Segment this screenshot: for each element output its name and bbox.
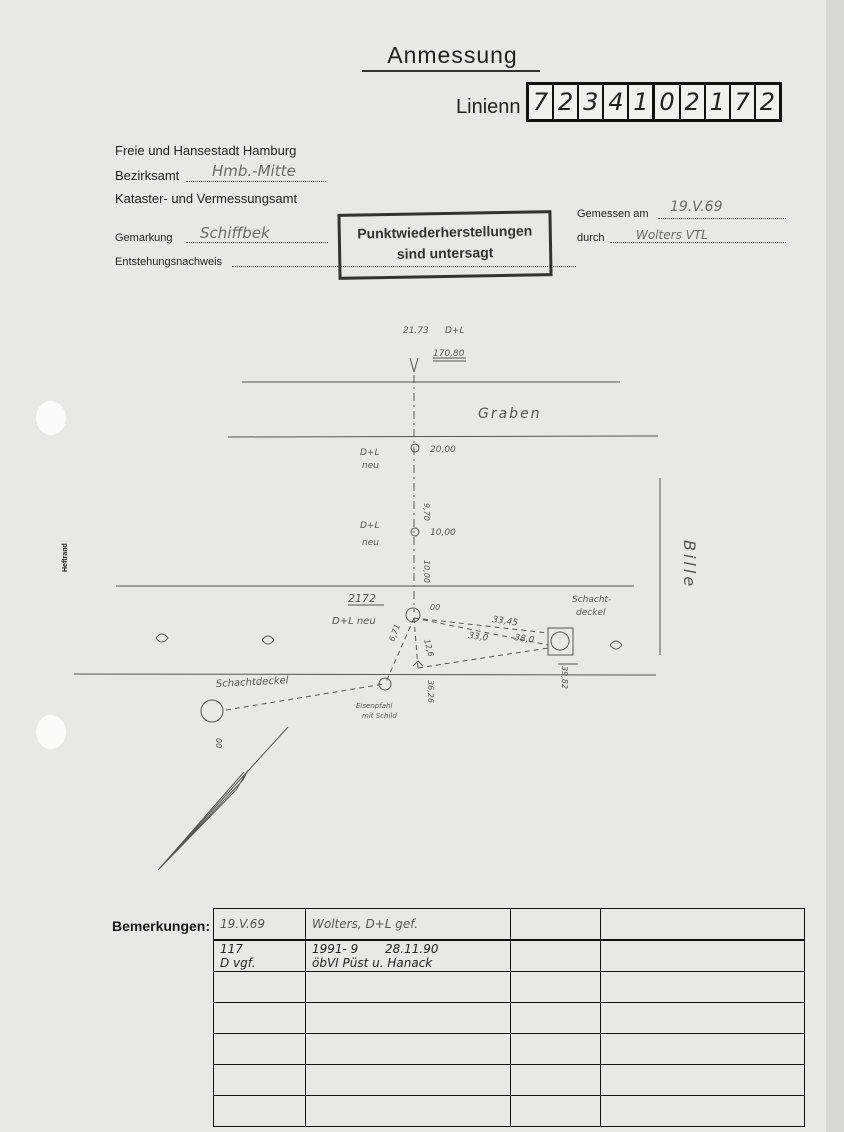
remarks-row (214, 1034, 805, 1065)
p20-label-1: D+L (360, 448, 380, 458)
remarks-cell (214, 1034, 306, 1065)
remarks-label: Bemerkungen: (112, 918, 211, 934)
remarks-text: 117 (220, 942, 243, 956)
remarks-cell (511, 1096, 601, 1127)
line-digit: 2 (759, 88, 776, 116)
measure-line-right (418, 648, 548, 668)
remarks-row (214, 1003, 805, 1034)
remarks-cell (214, 909, 306, 941)
remarks-cell (511, 1003, 601, 1034)
line-digit: 7 (529, 85, 554, 119)
remarks-cell (601, 1065, 805, 1096)
heftrand-label: Heftrand (62, 543, 69, 572)
bille-label: Bille (680, 540, 699, 590)
top-value: 21.73 (403, 326, 429, 336)
point-label: D+L neu (332, 616, 376, 627)
remarks-cell (306, 1034, 511, 1065)
schacht-right-value: 39,82 (560, 666, 569, 689)
gemessen-value: 19.V.69 (670, 199, 723, 215)
segment-upper: 9,70 (422, 503, 431, 521)
schacht-right-1: Schacht- (572, 595, 612, 605)
distance-low: 38,0 (513, 633, 535, 646)
remarks-cell (601, 1003, 805, 1034)
gemarkung-label: Gemarkung (115, 232, 173, 244)
bezirksamt-value: Hmb.-Mitte (212, 162, 296, 180)
schacht-right-2: deckel (576, 608, 606, 618)
graben-label: Graben (478, 406, 542, 422)
remarks-row (214, 1065, 805, 1096)
remarks-table (213, 908, 805, 1127)
linien-label: Linienn (456, 96, 521, 118)
remarks-cell (511, 972, 601, 1003)
remarks-cell (601, 909, 805, 941)
iron-post-marker (379, 678, 391, 690)
origin-value: 00 (430, 603, 441, 612)
remarks-text: Wolters, D+L gef. (312, 917, 419, 931)
remarks-cell (306, 1096, 511, 1127)
remarks-cell (601, 1096, 805, 1127)
remarks-cell (511, 1065, 601, 1096)
line-digit: 2 (554, 85, 579, 119)
line-digit: 2 (681, 85, 706, 119)
remarks-cell (601, 972, 805, 1003)
gemarkung-value: Schiffbek (200, 224, 270, 242)
schacht-left-label: Schachtdeckel (215, 675, 289, 690)
remarks-cell (306, 940, 511, 972)
line-digit: 7 (731, 85, 756, 119)
remarks-cell (306, 909, 511, 941)
point-number: 2172 (348, 592, 376, 605)
remarks-row (214, 940, 805, 972)
axis-arrow-right (414, 358, 418, 372)
ditch-lower-line (228, 436, 658, 437)
line-digit: 1 (629, 85, 655, 119)
water-symbol-1 (156, 634, 168, 642)
durch-value: Wolters VTL (636, 228, 708, 242)
measure-line-to-manhole (414, 618, 548, 633)
distance-vertical: 36,26 (426, 680, 435, 703)
water-symbol-2 (262, 636, 274, 644)
entstehungsnachweis-label: Entstehungsnachweis (115, 256, 223, 268)
point-20-marker (411, 444, 419, 452)
remarks-cell (511, 1034, 601, 1065)
remarks-text: 19.V.69 (220, 917, 265, 931)
remarks-cell (601, 940, 805, 972)
left-manhole-marker (201, 700, 223, 722)
top-total: 170,80 (433, 349, 465, 359)
north-arrow-shaft (160, 772, 244, 868)
p10-value: 10,00 (430, 528, 456, 538)
p20-label-2: neu (362, 461, 379, 471)
remarks-text: 1991- 9 28.11.90 (312, 942, 439, 956)
remarks-cell (214, 940, 306, 972)
eisenpfahl-label-2: mit Schild (362, 712, 397, 720)
remarks-cell (214, 1096, 306, 1127)
remarks-cell (214, 1003, 306, 1034)
remarks-cell (306, 972, 511, 1003)
remarks-cell (214, 1065, 306, 1096)
remarks-row (214, 909, 805, 941)
p10-label-1: D+L (360, 521, 380, 531)
document-title: Anmessung (387, 42, 518, 68)
p10-label-2: neu (362, 538, 379, 548)
water-symbol-3 (610, 641, 622, 649)
p20-value: 20,00 (430, 445, 456, 455)
gemessen-label: Gemessen am (577, 208, 649, 220)
remarks-cell (601, 1034, 805, 1065)
remarks-row (214, 972, 805, 1003)
distance-diagonal: 12,6 (422, 638, 436, 658)
segment-lower: 10,00 (422, 560, 431, 583)
measure-line-vertical (414, 618, 418, 668)
authority-name: Freie und Hansestadt Hamburg (115, 143, 297, 158)
stamp-line-1: Punktwiederherstellungen (357, 222, 533, 242)
distance-upper: 33,45 (491, 615, 519, 629)
remarks-text: öbVI Püst u. Hanack (312, 956, 433, 970)
remarks-cell (306, 1003, 511, 1034)
left-value: 00 (214, 738, 223, 749)
remarks-cell (306, 1065, 511, 1096)
top-dl: D+L (445, 326, 465, 336)
remarks-cell (511, 909, 601, 941)
line-digit: 0 (655, 85, 680, 119)
remarks-row (214, 1096, 805, 1127)
axis-arrow-left (410, 358, 414, 372)
right-manhole-circle (551, 632, 569, 650)
office-name: Kataster- und Vermessungsamt (115, 191, 298, 206)
remarks-cell (214, 972, 306, 1003)
durch-label: durch (577, 232, 605, 244)
point-10-marker (411, 528, 419, 536)
distance-mid: 33,0 (467, 631, 489, 644)
distance-left: 6,71 (387, 622, 402, 643)
remarks-text: D vgf. (220, 956, 256, 970)
stamp-line-2: sind untersagt (396, 244, 494, 262)
remarks-cell (511, 940, 601, 972)
line-digit: 3 (579, 85, 604, 119)
bezirksamt-label: Bezirksamt (115, 168, 180, 183)
line-digit: 4 (604, 85, 629, 119)
eisenpfahl-label-1: Eisenpfahl (356, 702, 393, 710)
line-digit: 1 (706, 85, 731, 119)
